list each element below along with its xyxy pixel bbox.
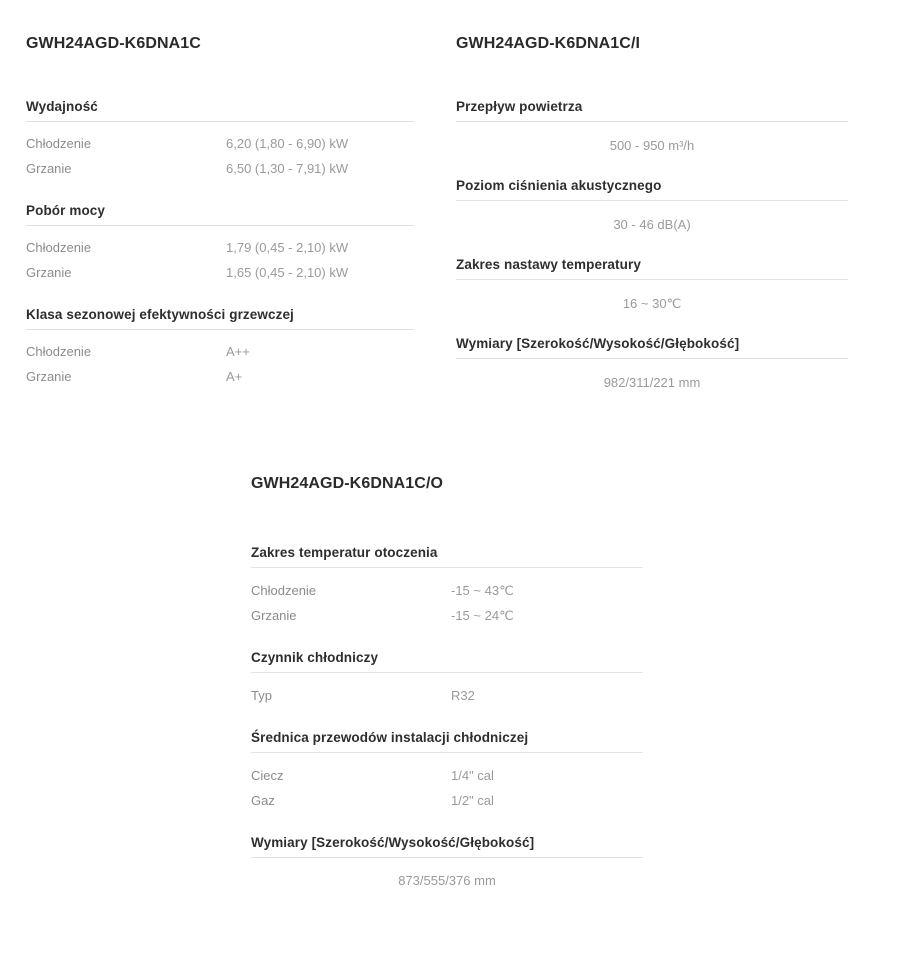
spec-rows xyxy=(456,359,848,395)
spec-group-capacity xyxy=(26,99,414,181)
page-title: GWH24AGD-K6DNA1C xyxy=(26,35,201,53)
table-row xyxy=(251,788,643,813)
table-row xyxy=(251,868,643,893)
spec-group-efficiency-class xyxy=(26,307,414,389)
table-row xyxy=(251,603,643,628)
spec-block-outdoor-unit xyxy=(251,462,643,893)
spec-group-heading: Pobór mocy xyxy=(26,203,414,226)
row-value: -15 ~ 43℃ xyxy=(451,583,514,599)
spec-group-heading: Zakres nastawy temperatury xyxy=(456,257,848,280)
page-title: GWH24AGD-K6DNA1C/O xyxy=(251,475,444,493)
row-label: Grzanie xyxy=(26,265,72,281)
row-label: Grzanie xyxy=(251,608,297,624)
spec-group-dimensions-outdoor xyxy=(251,835,643,893)
spec-group-heading: Poziom ciśnienia akustycznego xyxy=(456,178,848,201)
table-row xyxy=(26,364,414,389)
row-label: Ciecz xyxy=(251,768,284,784)
spec-group-pipe-diameter xyxy=(251,730,643,813)
table-row xyxy=(251,578,643,603)
spec-rows xyxy=(251,673,643,708)
spec-rows xyxy=(26,226,414,285)
table-row xyxy=(456,370,848,395)
spec-rows xyxy=(251,568,643,628)
spec-group-heading: Wymiary [Szerokość/Wysokość/Głębokość] xyxy=(251,835,643,858)
row-label: Grzanie xyxy=(26,369,72,385)
spec-group-dimensions-indoor xyxy=(456,336,848,395)
spec-rows xyxy=(456,280,848,316)
spec-rows xyxy=(251,858,643,893)
row-value: 30 - 46 dB(A) xyxy=(613,217,691,233)
row-value: 1,79 (0,45 - 2,10) kW xyxy=(226,240,349,256)
spec-rows xyxy=(26,330,414,389)
spec-group-heading: Czynnik chłodniczy xyxy=(251,650,643,673)
row-value: 1,65 (0,45 - 2,10) kW xyxy=(226,265,349,281)
table-row xyxy=(26,235,414,260)
table-row xyxy=(251,763,643,788)
spec-group-heading: Średnica przewodów instalacji chłodniczej xyxy=(251,730,643,753)
spec-block-main-unit xyxy=(26,22,414,389)
row-label: Grzanie xyxy=(26,161,72,177)
spec-group-airflow xyxy=(456,99,848,158)
row-value: -15 ~ 24℃ xyxy=(451,608,514,624)
spec-block-indoor-unit xyxy=(456,22,848,395)
spec-group-sound-pressure xyxy=(456,178,848,237)
table-row xyxy=(456,212,848,237)
spec-rows xyxy=(456,201,848,237)
row-value: 982/311/221 mm xyxy=(603,375,701,391)
spec-group-heading: Przepływ powietrza xyxy=(456,99,848,122)
page-title: GWH24AGD-K6DNA1C/I xyxy=(456,35,641,53)
spec-rows xyxy=(456,122,848,158)
row-value: 6,50 (1,30 - 7,91) kW xyxy=(226,161,349,177)
table-row xyxy=(456,291,848,316)
row-value: 873/555/376 mm xyxy=(398,873,496,889)
spec-group-temperature-setting-range xyxy=(456,257,848,316)
row-label: Chłodzenie xyxy=(26,136,92,152)
spec-group-power-input xyxy=(26,203,414,285)
row-value: 16 ~ 30℃ xyxy=(622,296,682,312)
table-row xyxy=(26,260,414,285)
spec-group-heading: Wymiary [Szerokość/Wysokość/Głębokość] xyxy=(456,336,848,359)
row-value: 1/2" cal xyxy=(451,793,494,809)
row-value: 1/4" cal xyxy=(451,768,494,784)
table-row xyxy=(26,156,414,181)
table-row xyxy=(251,683,643,708)
table-row xyxy=(26,339,414,364)
row-value: A+ xyxy=(226,369,243,385)
row-label: Gaz xyxy=(251,793,275,809)
row-value: 6,20 (1,80 - 6,90) kW xyxy=(226,136,349,152)
row-value: R32 xyxy=(451,688,475,704)
spec-group-ambient-temperature-range xyxy=(251,545,643,628)
row-value: A++ xyxy=(226,344,250,360)
spec-rows xyxy=(251,753,643,813)
row-label: Typ xyxy=(251,688,272,704)
table-row xyxy=(26,131,414,156)
spec-group-heading: Zakres temperatur otoczenia xyxy=(251,545,643,568)
row-label: Chłodzenie xyxy=(251,583,317,599)
table-row xyxy=(456,133,848,158)
row-value: 500 - 950 m³/h xyxy=(609,138,695,154)
row-label: Chłodzenie xyxy=(26,344,92,360)
spec-group-heading: Wydajność xyxy=(26,99,414,122)
spec-group-refrigerant xyxy=(251,650,643,708)
spec-rows xyxy=(26,122,414,181)
row-label: Chłodzenie xyxy=(26,240,92,256)
spec-group-heading: Klasa sezonowej efektywności grzewczej xyxy=(26,307,414,330)
